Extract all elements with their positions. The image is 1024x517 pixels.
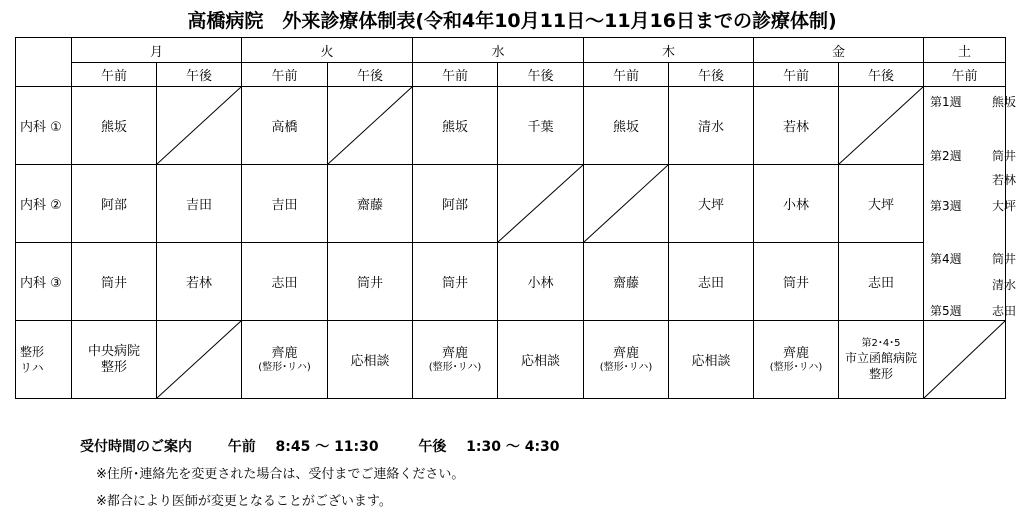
- am-hours-time: 8:45 ～ 11:30: [275, 439, 379, 455]
- ampm-header-row: [16, 63, 1006, 87]
- pm-header: 午後: [498, 63, 584, 87]
- schedule-cell: 齊鹿 (整形･リハ): [413, 321, 498, 399]
- diagonal-slash: [157, 87, 241, 164]
- reception-label: 受付時間のご案内: [80, 439, 192, 455]
- am-header: 午前: [413, 63, 498, 87]
- row-label: 内科 ①: [16, 87, 72, 165]
- pm-hours-time: 1:30 ～ 4:30: [466, 439, 560, 455]
- row-label: 内科 ③: [16, 243, 72, 321]
- day-header-mon: 月: [72, 38, 242, 63]
- schedule-cell: 志田: [669, 243, 754, 321]
- pm-header: 午後: [328, 63, 413, 87]
- table-row: [16, 321, 1006, 399]
- table-row: [16, 87, 1006, 165]
- schedule-cell: 齋藤: [328, 165, 413, 243]
- closed-cell: [839, 87, 924, 165]
- schedule-cell: 齊鹿 (整形･リハ): [242, 321, 328, 399]
- day-header-tue: 火: [242, 38, 413, 63]
- table-row: [16, 165, 1006, 243]
- am-header: 午前: [242, 63, 328, 87]
- pm-header: 午後: [839, 63, 924, 87]
- day-header-row: [16, 38, 1006, 63]
- corner-cell: [16, 38, 72, 87]
- am-header: 午前: [72, 63, 157, 87]
- day-header-thu: 木: [584, 38, 754, 63]
- schedule-cell: 志田: [242, 243, 328, 321]
- schedule-cell: 千葉: [498, 87, 584, 165]
- row-label: 整形 リハ: [16, 321, 72, 399]
- diagonal-slash: [157, 321, 241, 398]
- am-header: 午前: [924, 63, 1006, 87]
- schedule-cell: 中央病院 整形: [72, 321, 157, 399]
- table-row: [16, 243, 1006, 321]
- schedule-cell: 筒井: [72, 243, 157, 321]
- page-title: 高橋病院 外来診療体制表(令和4年10月11日～11月16日までの診療体制): [187, 10, 837, 32]
- schedule-cell: 熊坂: [413, 87, 498, 165]
- closed-cell: [157, 87, 242, 165]
- am-hours-label: 午前: [227, 439, 256, 455]
- diagonal-slash: [498, 165, 583, 242]
- closed-cell: [157, 321, 242, 399]
- schedule-cell: 齋藤: [584, 243, 669, 321]
- schedule-cell: 第2･4･5 市立函館病院 整形: [839, 321, 924, 399]
- closed-cell: [328, 87, 413, 165]
- schedule-cell: 小林: [754, 165, 839, 243]
- reception-hours: [80, 436, 560, 456]
- schedule-cell: 若林: [157, 243, 242, 321]
- schedule-cell: 阿部: [413, 165, 498, 243]
- row-label: 内科 ②: [16, 165, 72, 243]
- schedule-cell: 高橋: [242, 87, 328, 165]
- closed-cell: [584, 165, 669, 243]
- diagonal-slash: [584, 165, 668, 242]
- pm-hours-label: 午後: [418, 439, 447, 455]
- am-header: 午前: [584, 63, 669, 87]
- schedule-cell: 阿部: [72, 165, 157, 243]
- day-header-wed: 水: [413, 38, 584, 63]
- schedule-cell: 吉田: [157, 165, 242, 243]
- day-header-sat: 土: [924, 38, 1006, 63]
- schedule-cell: 齊鹿 (整形･リハ): [754, 321, 839, 399]
- schedule-cell: 小林: [498, 243, 584, 321]
- schedule-cell: 大坪: [669, 165, 754, 243]
- day-header-fri: 金: [754, 38, 924, 63]
- schedule-cell: 大坪: [839, 165, 924, 243]
- schedule-table: [15, 37, 1016, 399]
- schedule-cell: 応相談: [498, 321, 584, 399]
- schedule-cell: 熊坂: [584, 87, 669, 165]
- diagonal-slash: [924, 321, 1005, 398]
- schedule-cell: 筒井: [328, 243, 413, 321]
- diagonal-slash: [839, 87, 923, 164]
- note-address: ※住所･連絡先を変更された場合は、受付までご連絡ください。: [96, 467, 465, 482]
- pm-header: 午後: [669, 63, 754, 87]
- schedule-cell: 志田: [839, 243, 924, 321]
- schedule-cell: 応相談: [328, 321, 413, 399]
- schedule-cell: 筒井: [413, 243, 498, 321]
- closed-cell: [498, 165, 584, 243]
- schedule-cell: 吉田: [242, 165, 328, 243]
- closed-cell: [924, 321, 1006, 399]
- note-doctor-change: ※都合により医師が変更となることがございます。: [96, 494, 392, 509]
- am-header: 午前: [754, 63, 839, 87]
- schedule-cell: 若林: [754, 87, 839, 165]
- schedule-cell: 応相談: [669, 321, 754, 399]
- schedule-cell: 熊坂: [72, 87, 157, 165]
- saturday-column: 第1週 熊坂 第2週 筒井 若林 第3週 大坪 第4週 筒井 清水 第5週 志田: [924, 87, 1006, 321]
- diagonal-slash: [328, 87, 412, 164]
- schedule-cell: 清水: [669, 87, 754, 165]
- pm-header: 午後: [157, 63, 242, 87]
- schedule-cell: 筒井: [754, 243, 839, 321]
- schedule-cell: 齊鹿 (整形･リハ): [584, 321, 669, 399]
